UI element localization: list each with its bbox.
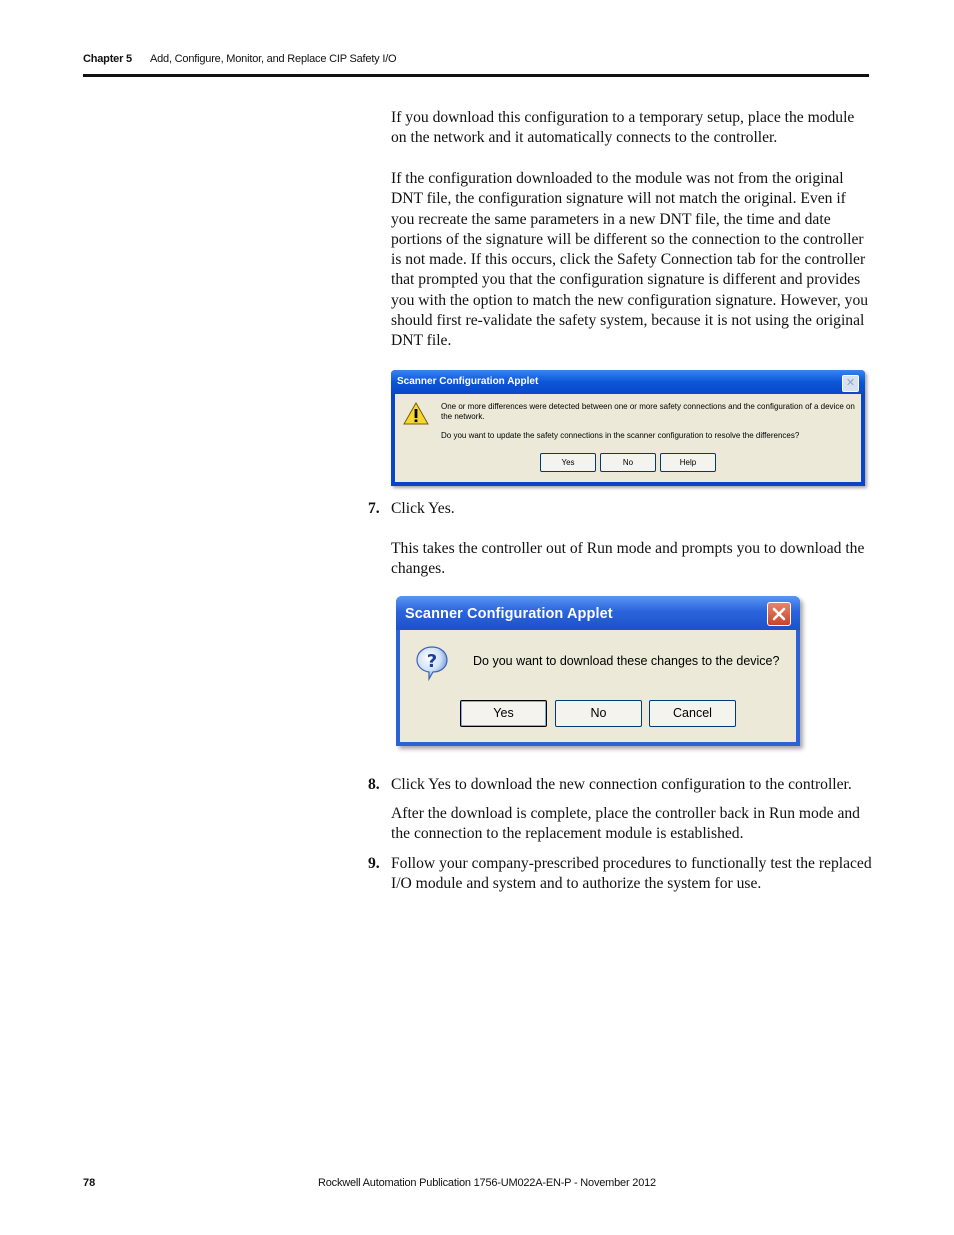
dialog-message-question: Do you want to update the safety connections in the scanner configuration to resolve the differences? [441, 431, 800, 440]
step-9-text: Follow your company-prescribed procedures to functionally test the replaced I/O module and system and to authorize the system for use. [391, 855, 872, 893]
chapter-label: Chapter 5 [83, 53, 132, 65]
step-8-detail: After the download is complete, place the controller back in Run mode and the connection to the replacement module is established. [391, 805, 860, 843]
warning-icon [403, 402, 429, 426]
yes-button[interactable]: Yes [460, 700, 547, 727]
cancel-button[interactable]: Cancel [649, 700, 736, 727]
update-safety-connections-dialog [391, 370, 865, 486]
publication-footer: Rockwell Automation Publication 1756-UM022A-EN-P - November 2012 [318, 1177, 656, 1189]
dialog-title: Scanner Configuration Applet [397, 376, 539, 387]
header-rule [83, 74, 869, 77]
no-button[interactable]: No [555, 700, 642, 727]
dialog-client-area [400, 630, 796, 742]
close-button[interactable]: ✕ [842, 375, 859, 392]
page-number: 78 [83, 1177, 96, 1189]
help-button[interactable]: Help [660, 453, 716, 472]
download-changes-dialog [396, 596, 800, 746]
question-icon [413, 644, 451, 682]
step-7-text: Click Yes. [391, 500, 455, 517]
chapter-title: Add, Configure, Monitor, and Replace CIP Safety I/O [150, 53, 397, 65]
no-button[interactable]: No [600, 453, 656, 472]
dialog-message-differences: One or more differences were detected between one or more safety connections and the configuration of a device on the network. [441, 402, 855, 421]
close-icon [768, 603, 790, 625]
dialog-title: Scanner Configuration Applet [405, 606, 613, 622]
yes-button[interactable]: Yes [540, 453, 596, 472]
paragraph-configuration-signature: If the configuration downloaded to the module was not from the original DNT file, the configuration signature will not match the original. Even if you recreate the same parameters in a new DNT file, the time and date portions of the signature will be different so the connection to the controller is not made. If this occurs, click the Safety Connection tab for the controller that prompted you that the configuration signature is different and provides you with the option to match the new configuration signature. However, you should first re-validate the safety system, because it is not using the original DNT file. [391, 170, 869, 350]
step-7-detail: This takes the controller out of Run mode and prompts you to download the changes. [391, 540, 865, 578]
step-number-9: 9. [368, 855, 380, 872]
step-number-7: 7. [368, 500, 380, 517]
close-button[interactable] [767, 602, 791, 626]
dialog-titlebar[interactable] [391, 370, 865, 394]
dialog-client-area [395, 394, 861, 482]
dialog-message: Do you want to download these changes to the device? [473, 654, 780, 668]
paragraph-temporary-setup: If you download this configuration to a temporary setup, place the module on the network and it automatically connects to the controller. [391, 109, 855, 147]
step-number-8: 8. [368, 776, 380, 793]
svg-text:?: ? [426, 651, 438, 672]
dialog-titlebar[interactable] [396, 596, 800, 630]
step-8-text: Click Yes to download the new connection configuration to the controller. [391, 776, 852, 793]
running-header [83, 53, 397, 65]
